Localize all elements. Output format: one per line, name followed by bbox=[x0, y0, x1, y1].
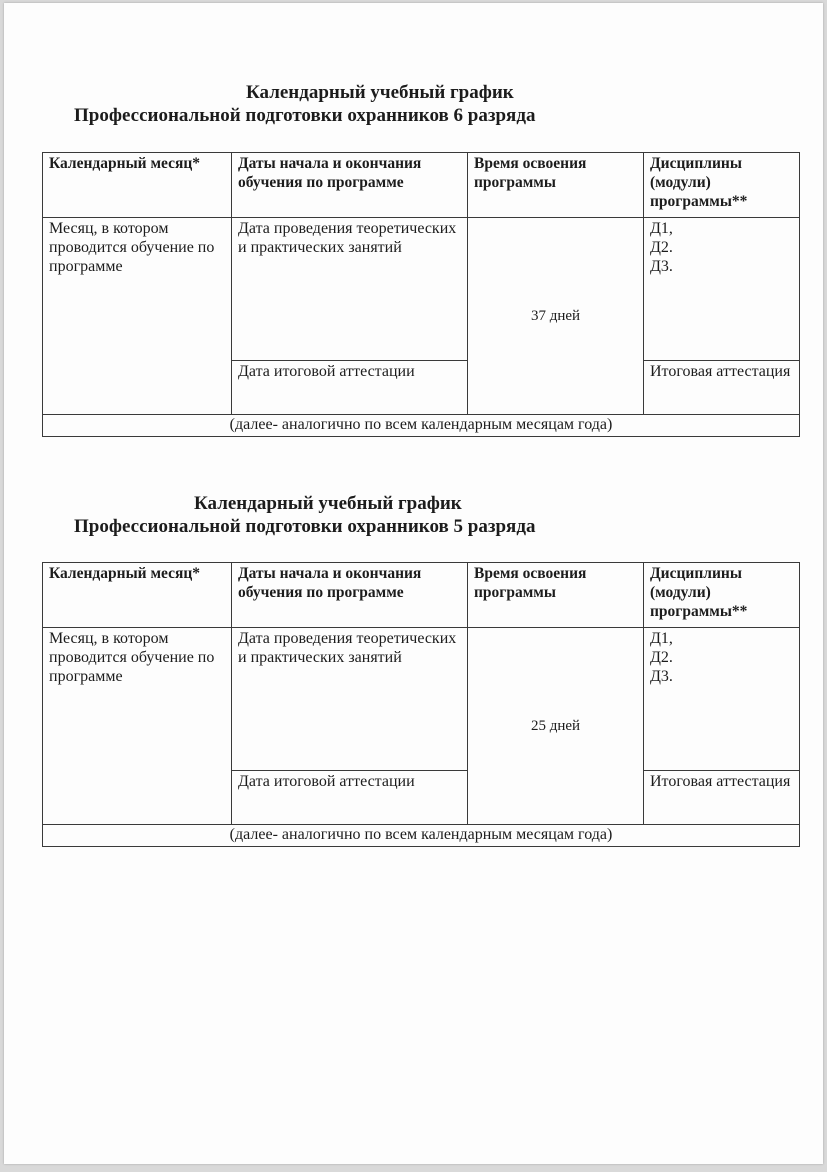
document-page bbox=[4, 3, 823, 1164]
schedule-6-table bbox=[42, 152, 800, 437]
cell-time: 37 дней bbox=[468, 218, 644, 415]
cell-month: Месяц, в котором проводится обучение по программе bbox=[43, 218, 232, 415]
schedule-5-title bbox=[4, 492, 823, 538]
table-footer-note: (далее- аналогично по всем календарным месяцам года) bbox=[43, 415, 800, 437]
header-month: Календарный месяц* bbox=[43, 563, 232, 628]
cell-disciplines: Д1, Д2. Д3. bbox=[644, 628, 800, 771]
cell-month: Месяц, в котором проводится обучение по программе bbox=[43, 628, 232, 825]
table-row bbox=[43, 218, 800, 361]
header-month: Календарный месяц* bbox=[43, 153, 232, 218]
cell-final-discipline: Итоговая аттестация bbox=[644, 771, 800, 825]
schedule-6-title bbox=[4, 81, 823, 127]
schedule-title-line1: Календарный учебный график bbox=[194, 493, 462, 514]
schedule-title-line2: Профессиональной подготовки охранников 6 разряда bbox=[74, 105, 536, 126]
cell-final-date: Дата итоговой аттестации bbox=[232, 361, 468, 415]
cell-classes-date: Дата проведения теоретических и практических занятий bbox=[232, 628, 468, 771]
cell-final-discipline: Итоговая аттестация bbox=[644, 361, 800, 415]
schedule-title-line2: Профессиональной подготовки охранников 5 разряда bbox=[74, 516, 536, 537]
schedule-title-line1: Календарный учебный график bbox=[246, 82, 514, 103]
table-header-row bbox=[43, 563, 800, 628]
header-time: Время освоения программы bbox=[468, 153, 644, 218]
cell-final-date: Дата итоговой аттестации bbox=[232, 771, 468, 825]
table-footer-note: (далее- аналогично по всем календарным месяцам года) bbox=[43, 825, 800, 847]
cell-time: 25 дней bbox=[468, 628, 644, 825]
header-time: Время освоения программы bbox=[468, 563, 644, 628]
table-header-row bbox=[43, 153, 800, 218]
schedule-5-table bbox=[42, 562, 800, 847]
header-disciplines: Дисциплины (модули) программы** bbox=[644, 563, 800, 628]
header-dates: Даты начала и окончания обучения по программе bbox=[232, 563, 468, 628]
cell-classes-date: Дата проведения теоретических и практических занятий bbox=[232, 218, 468, 361]
table-row bbox=[43, 628, 800, 771]
table-footer-row bbox=[43, 825, 800, 847]
cell-disciplines: Д1, Д2. Д3. bbox=[644, 218, 800, 361]
header-dates: Даты начала и окончания обучения по программе bbox=[232, 153, 468, 218]
header-disciplines: Дисциплины (модули) программы** bbox=[644, 153, 800, 218]
table-footer-row bbox=[43, 415, 800, 437]
